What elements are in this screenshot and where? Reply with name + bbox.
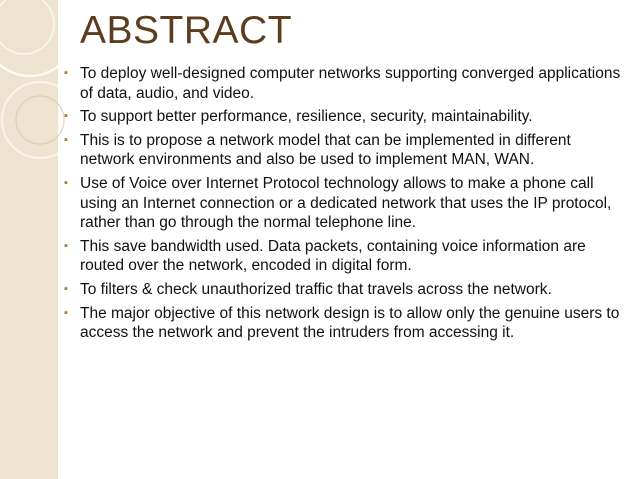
slide-title: ABSTRACT bbox=[80, 9, 293, 52]
square-bullet-icon: ▪ bbox=[64, 67, 68, 79]
square-bullet-icon: ▪ bbox=[64, 110, 68, 123]
square-bullet-icon: ▪ bbox=[64, 176, 68, 189]
bullet-text: To support better performance, resilience, security, maintainability. bbox=[80, 108, 533, 126]
list-item bbox=[64, 174, 624, 233]
list-item bbox=[64, 237, 624, 276]
bullet-text: This save bandwidth used. Data packets, containing voice information are routed over the network, encoded in digital form. bbox=[80, 237, 586, 275]
list-item bbox=[64, 64, 624, 103]
bullet-text: To filters & check unauthorized traffic that travels across the network. bbox=[80, 280, 552, 298]
bullet-list bbox=[64, 64, 624, 347]
bullet-text: This is to propose a network model that can be implemented in different network environments and also be used to implement MAN, WAN. bbox=[80, 131, 571, 169]
square-bullet-icon: ▪ bbox=[64, 239, 68, 252]
square-bullet-icon: ▪ bbox=[64, 282, 68, 295]
bullet-text: Use of Voice over Internet Protocol technology allows to make a phone call using an Internet connection or a dedicated network that uses the IP protocol, rather than go through the normal telephone line. bbox=[80, 174, 612, 232]
bullet-text: To deploy well-designed computer networks supporting converged applications of data, audio, and video. bbox=[80, 65, 621, 102]
bullet-text: The major objective of this network design is to allow only the genuine users to access the network and prevent the intruders from accessing it. bbox=[80, 304, 620, 342]
list-item bbox=[64, 131, 624, 170]
list-item bbox=[64, 107, 624, 127]
square-bullet-icon: ▪ bbox=[64, 133, 68, 146]
decorative-side-panel bbox=[0, 0, 58, 479]
list-item bbox=[64, 304, 624, 343]
square-bullet-icon: ▪ bbox=[64, 306, 68, 319]
list-item bbox=[64, 280, 624, 300]
